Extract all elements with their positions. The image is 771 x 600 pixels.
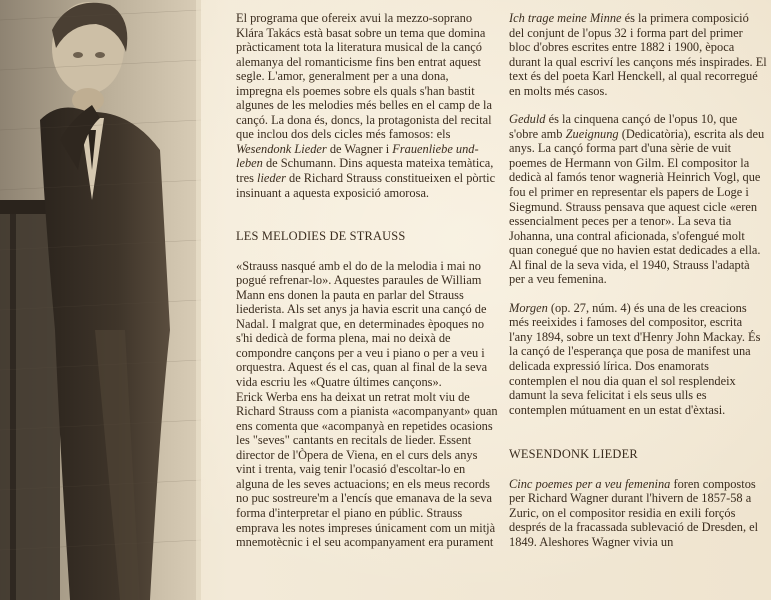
- italic-title: Frauenliebe und- leben: [236, 141, 479, 171]
- text-run: foren compostos per Richard Wagner durant l'hivern de 1857-58 a Zuric, on el compositor residia en exili forçós després de la fracassada sublevació de Dresden, el 1849. Aleshores Wagner vivia un: [509, 476, 759, 549]
- text-run: de Richard Strauss constitueixen el pòrtic insinuant a aquesta exposició amorosa.: [236, 171, 496, 200]
- italic-title: lieder: [257, 171, 286, 186]
- italic-title: Ich trage meine Minne: [509, 11, 622, 25]
- body-paragraph: Erick Werba ens ha deixat un retrat molt viu de Richard Strauss com a pianista «acompanyant» quan ens comenta que «acompanyà en repetides ocasions les "seves" cantants en recitals de lieder. Essent director de l'Òpera de Viena, en el curs dels anys vint i trenta, vaig tenir l'ocasió d'escoltar-lo en alguna de les seves actuacions; en els meus records no puc sostreure'm a l'encís que emanava de la seva forma d'interpretar el piano en públic. Strauss emprava les notes impreses únicament com un mitjà mnemotècnic i el seu acompanyament era purament: [236, 389, 498, 550]
- portrait-image: [0, 0, 201, 600]
- text-run: (op. 27, núm. 4) és una de les creacions més reeixides i famoses del compositor, escrita l'any 1894, sobre un text d'Henry John Mackay. És la cançó de l'esperança que posa de manifest una delicada expressió lírica. Dos enamorats contemplen el nou dia quan el sol resplendeix damunt la seva felicitat i els seus ulls es contemplen mútuament en un estat d'èxtasi.: [509, 300, 761, 417]
- body-paragraph: [509, 477, 767, 550]
- section-heading-wesendonk: WESENDONK LIEDER: [509, 447, 638, 462]
- text-column-left: [236, 11, 498, 550]
- italic-title: Cinc poemes per a veu femenina: [509, 476, 671, 491]
- italic-title: Geduld: [509, 112, 546, 127]
- italic-title: Morgen: [509, 300, 548, 315]
- italic-title: Wesendonk Lieder: [236, 141, 327, 156]
- text-run: de Wagner i: [326, 141, 393, 156]
- text-run: de Schumann. Dins aquesta mateixa temàtica, tres: [236, 156, 494, 186]
- body-paragraph: «Strauss nasqué amb el do de la melodia i mai no pogué refrenar-lo». Aquestes paraules de William Mann ens donen la pauta en parlar del Strauss liederista. Als set anys ja havia escrit una cançó de Nadal. I malgrat que, en determinades èpoques no s'hi dedicà de forma plena, mai no deixà de compondre cançons per a veu i piano o per a veu i orquestra. Aquest és el cas, quan al final de la seva vida escriu les «Quatre últimes cançons».: [236, 258, 488, 390]
- text-column-right: [509, 11, 767, 550]
- body-paragraph: [509, 11, 767, 98]
- text-run: és la primera composició del conjunt de l'opus 32 i forma part del primer bloc d'obres escrites entre 1882 i 1900, època durant la qual escriví les cançons més inspirades. El text és del poeta Karl Henckell, al qual recorregué en molts més casos.: [509, 11, 767, 98]
- text-run: és la cinquena cançó de l'opus 10, que s'obre amb: [509, 112, 738, 141]
- text-run: (Dedicatòria), escrita als deu anys. La cançó forma part d'una sèrie de vuit poemes de Hermann von Gilm. El compositor la dedicà al famós tenor wagnerià Heinrich Vogl, que fou el primer en representar els papers de Loge i Siegmund. Strauss pensava que aquest cicle «eren essencialment peces per a tenor». La seva tia Johanna, una contral aficionada, s'ofengué molt quan conegué que no havien estat dedicades a ella. Al final de la seva vida, el 1940, Strauss l'adaptà per a veu femenina.: [509, 126, 765, 287]
- text-run: El programa que ofereix avui la mezzo-soprano Klára Takács està basat sobre un tema que domina pràcticament tota la literatura musical de la cançó alemanya del romanticisme fins ben entrat aquest segle. L'amor, generalment per a una dona, impregna els poemes sobre els quals s'han bastit algunes de les melodies més belles en el camp de la cançó. La dona és, doncs, la protagonista del recital que inclou dos dels cicles més famosos: els: [236, 11, 492, 142]
- section-heading-strauss: LES MELODIES DE STRAUSS: [236, 229, 406, 244]
- italic-title: Zueignung: [565, 126, 619, 141]
- intro-paragraph: [236, 11, 498, 200]
- body-paragraph: [509, 301, 767, 417]
- body-paragraph: [509, 112, 767, 287]
- portrait-engraving-icon: [0, 0, 201, 600]
